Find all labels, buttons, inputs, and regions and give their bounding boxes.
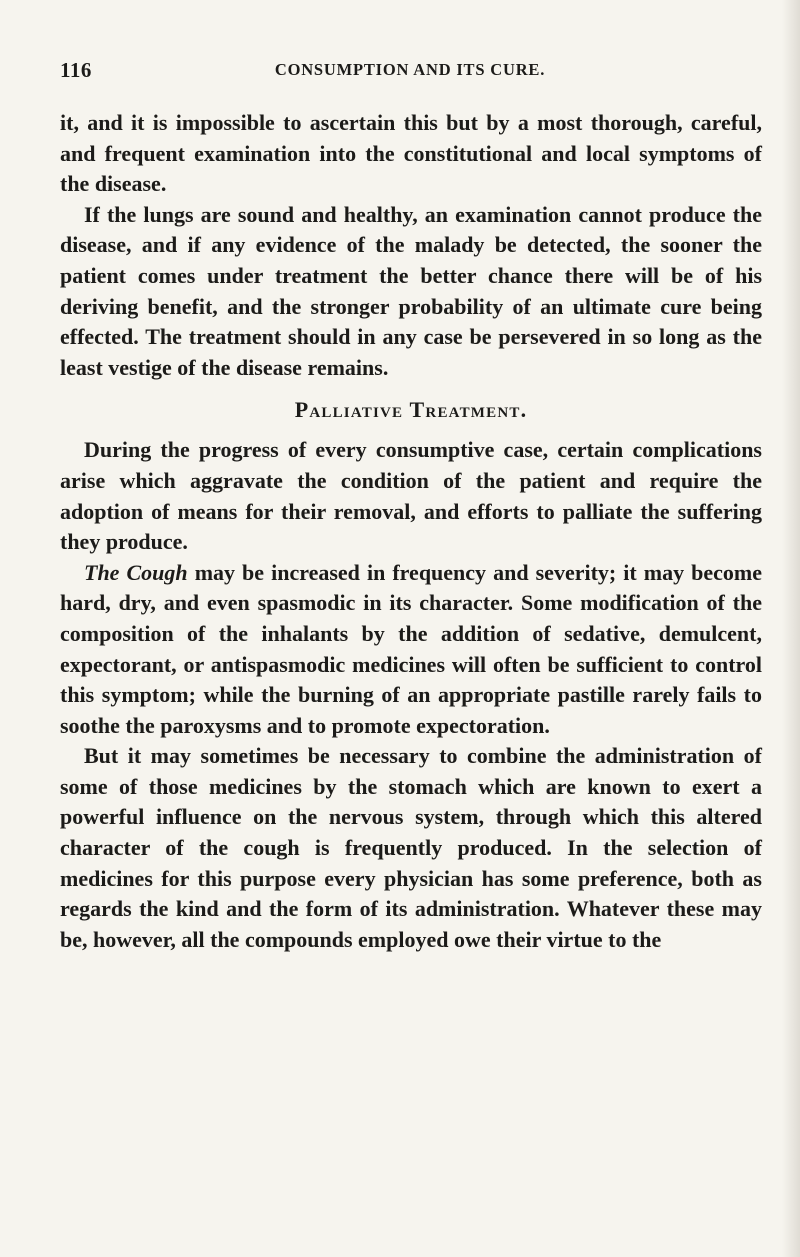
paragraph-lungs: If the lungs are sound and healthy, an examination cannot produce the disease, and if any evidence of the malady be detected, the sooner the patient comes under treatment the better chance there will be of his deriving benefit, and the stronger probability of an ultimate cure being effected. The treatment should in any case be persevered in so long as the least vestige of the disease remains. xyxy=(60,201,762,380)
running-title: CONSUMPTION AND ITS CURE. xyxy=(274,60,546,79)
cough-text: may be increased in frequency and severity; it may become hard, dry, and even spasmodic in its character. Some modification of the composition of the inhalants by the addition of sedative, demulcent, expectorant, or antispasmodic medicines will often be sufficient to control this symptom; while the burning of an appropriate pastille rarely fails to soothe the paroxysms and to promote expectoration. xyxy=(60,559,762,738)
paragraph-cough xyxy=(60,558,762,742)
paragraph-medicines: But it may sometimes be necessary to combine the administration of some of those medicines by the stomach which are known to exert a powerful influence on the nervous system, through which this altered character of the cough is frequently produced. In the selection of medicines for this purpose every physician has some preference, both as regards the kind and the form of its administration. Whatever these may be, however, all the compounds employed owe their virtue to the xyxy=(60,743,762,952)
paragraph-complications: During the progress of every consumptive case, certain complications arise which aggravate the condition of the patient and require the adoption of means for their removal, and efforts to palliate the suffering they produce. xyxy=(60,437,762,555)
cough-term: The Cough xyxy=(84,559,188,585)
paragraph-continuation: it, and it is impossible to ascertain this but by a most thorough, careful, and frequent examination into the constitutional and local symptoms of the disease. xyxy=(60,110,762,197)
running-head xyxy=(60,58,760,88)
section-heading: Palliative Treatment. xyxy=(294,397,528,423)
body-text xyxy=(60,108,762,955)
page-number: 116 xyxy=(60,58,92,82)
